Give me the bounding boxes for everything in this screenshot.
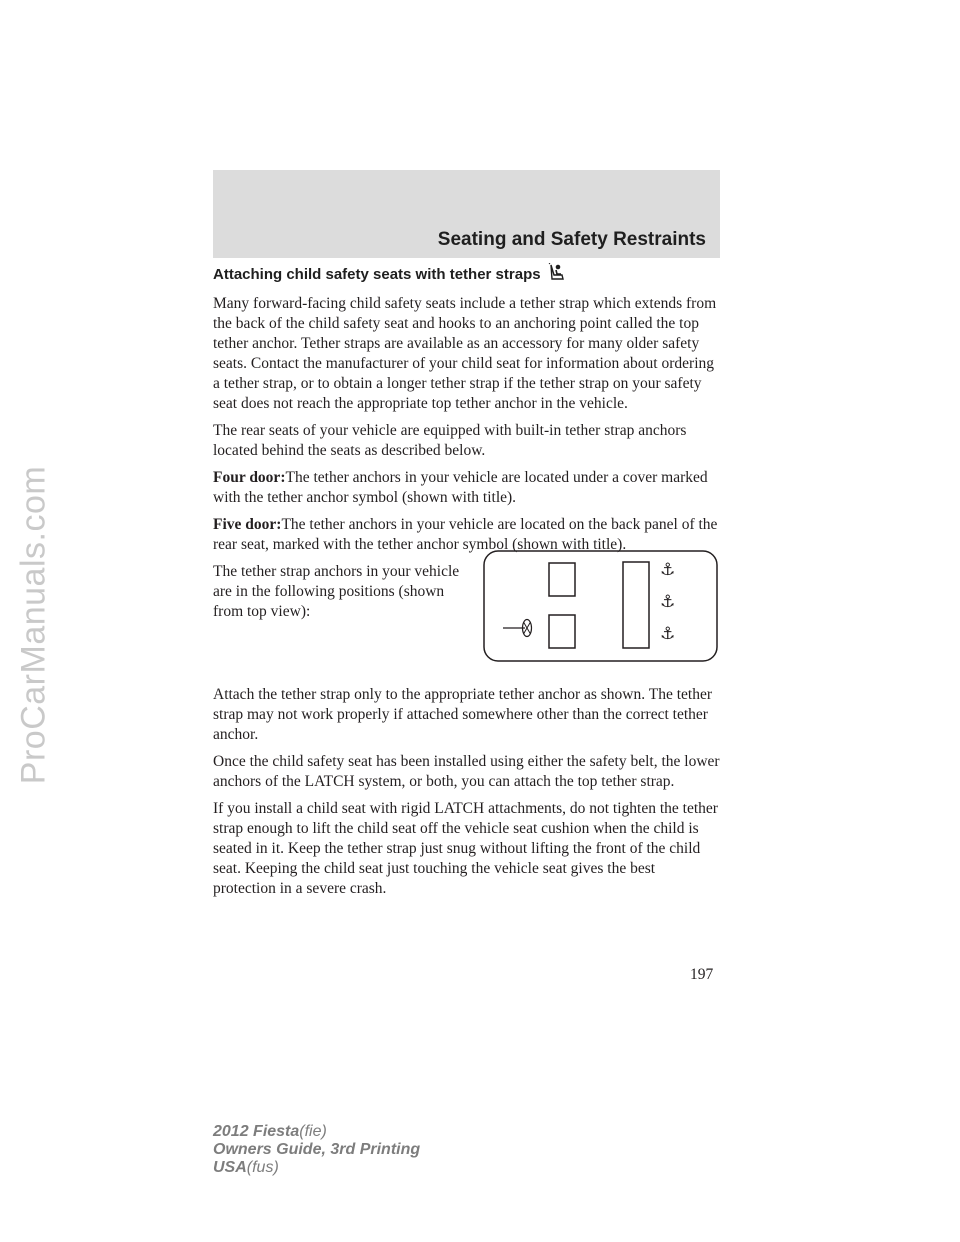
vehicle-outline [484, 551, 717, 661]
footer-line-3 [213, 1159, 420, 1177]
anchor-positions-block [213, 562, 720, 678]
front-seat-right [549, 563, 575, 596]
child-seat-icon [547, 263, 567, 285]
footer-model-code: (fie) [299, 1123, 327, 1140]
footer-market-code: (fus) [246, 1159, 279, 1176]
page-content [213, 263, 720, 906]
footer-print-info [213, 1123, 420, 1177]
paragraph-five-door [213, 515, 720, 555]
five-door-label: Five door: [213, 516, 282, 533]
footer-market: USA [213, 1159, 247, 1176]
anchor-icon: ⚓ [660, 560, 676, 580]
four-door-label: Four door: [213, 469, 286, 486]
page-number: 197 [690, 966, 714, 983]
section-header [213, 170, 720, 258]
footer-model: 2012 Fiesta [213, 1123, 300, 1140]
anchor-icon: ⚓ [660, 624, 676, 644]
subheading [213, 263, 720, 285]
subheading-text: Attaching child safety seats with tether straps [213, 266, 541, 283]
paragraph-intro: Many forward-facing child safety seats include a tether strap which extends from the back of the child safety seat and hooks to an anchoring point called the top tether anchor. Tether straps are available as an accessory for many older safety seats. Contact the manufacturer of your child seat for information about ordering a tether strap, or to obtain a longer tether strap if the tether strap on your safety seat does not reach the appropriate top tether anchor in the vehicle. [213, 295, 717, 412]
rear-seat [623, 562, 649, 648]
paragraph-rear-seats: The rear seats of your vehicle are equipped with built-in tether strap anchors located behind the seats as described below. [213, 422, 687, 459]
five-door-text: The tether anchors in your vehicle are located on the back panel of the rear seat, marked with the tether anchor symbol (shown with title). [213, 516, 718, 553]
footer-line-2: Owners Guide, 3rd Printing [213, 1141, 421, 1158]
watermark [4, 430, 64, 820]
paragraph-attach-only: Attach the tether strap only to the appropriate tether anchor as shown. The tether strap may not work properly if attached somewhere other than the correct tether anchor. [213, 686, 712, 743]
paragraph-four-door [213, 468, 720, 508]
paragraph-rigid-latch: If you install a child seat with rigid LATCH attachments, do not tighten the tether strap enough to lift the child seat off the vehicle seat cushion when the child is seated in it. Keep the tether strap just snug without lifting the front of the child seat. Keeping the child seat just touching the vehicle seat gives the best protection in a severe crash. [213, 800, 718, 897]
front-seat-left [549, 615, 575, 648]
anchor-icon: ⚓ [660, 592, 676, 612]
watermark-text: ProCarManuals.com [14, 465, 53, 785]
paragraph-once-installed: Once the child safety seat has been installed using either the safety belt, the lower anchors of the LATCH system, or both, you can attach the top tether strap. [213, 753, 720, 790]
footer-line-1 [213, 1123, 420, 1141]
section-title: Seating and Safety Restraints [437, 229, 706, 250]
four-door-text: The tether anchors in your vehicle are located under a cover marked with the tether anchor symbol (shown with title). [213, 469, 708, 506]
paragraph-positions: The tether strap anchors in your vehicle are in the following positions (shown from top view): [213, 563, 460, 620]
anchor-position-diagram [483, 550, 718, 662]
